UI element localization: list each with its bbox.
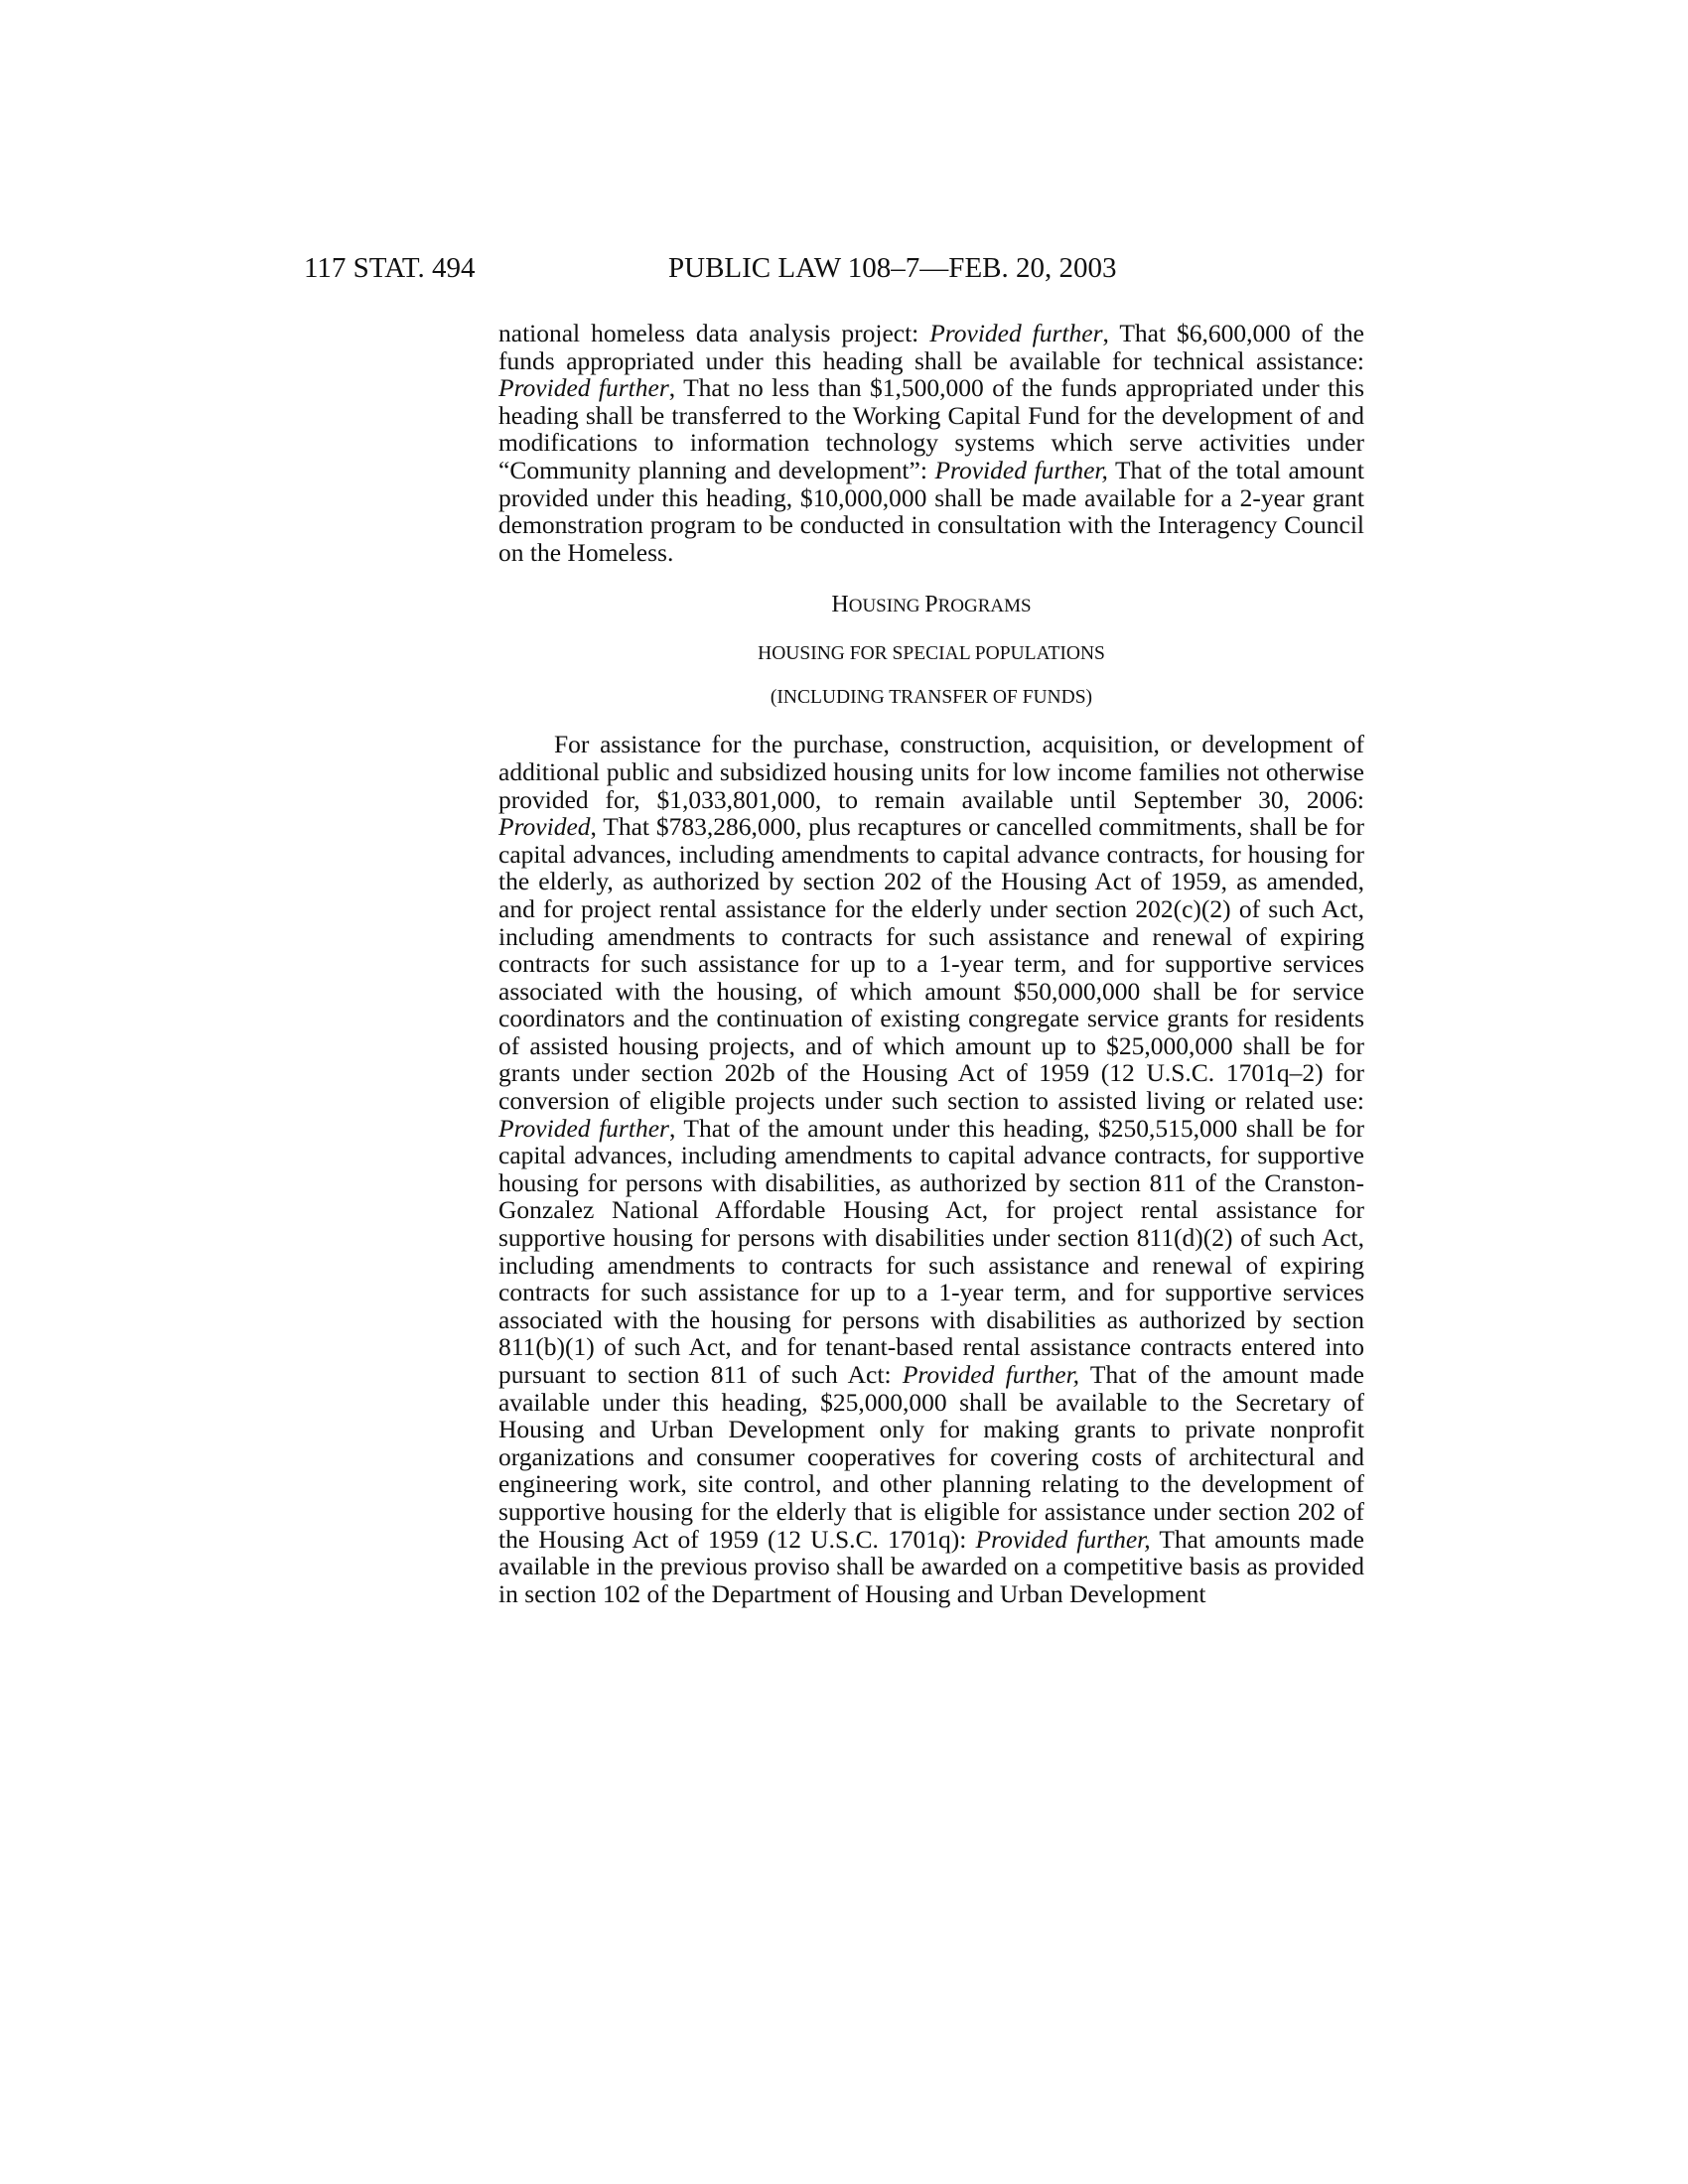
subheading-transfer-of-funds: (INCLUDING TRANSFER OF FUNDS) xyxy=(770,687,1093,709)
italic-proviso: Provided further, xyxy=(902,1360,1080,1389)
text-run: national homeless data analysis project: xyxy=(498,319,930,347)
page-header xyxy=(304,248,1366,288)
section-heading-housing-programs xyxy=(498,590,1364,621)
italic-proviso: Provided further xyxy=(498,373,669,403)
italic-proviso: Provided xyxy=(498,812,591,842)
body-text-column xyxy=(498,320,1364,1607)
italic-proviso: Provided further, xyxy=(934,455,1108,484)
text-run: , That of the amount under this heading, $250,515,000 shall be for capital advances, including amendments to capital advance contracts, for supportive housing for persons with disabilities, as authorized by section 811 of the Cranston-Gonzalez National Affordable Housing Act, for project rental assistance for supportive housing for persons with disabilities under section 811(d)(2) of such Act, including amendments to contracts for such assistance and renewal of expiring contracts for such assistance for up to a 1-year term, and for supportive services associated with the housing for persons with disabilities as authorized by section 811(b)(1) of such Act, and for tenant-based rental assistance contracts entered into pursuant to section 811 of such Act: xyxy=(498,1113,1364,1389)
text-run: , That $6,600,000 of the funds appropriated under this heading shall be available for technical assistance: xyxy=(498,319,1365,375)
italic-proviso: Provided further, xyxy=(975,1524,1151,1554)
heading-initial: H xyxy=(831,592,849,618)
statute-page-reference: 117 STAT. 494 xyxy=(304,252,476,284)
heading-initial: P xyxy=(924,592,938,618)
text-run: That of the total amount provided under this heading, $10,000,000 shall be made available for a 2-year grant demonstration program to be conducted in consultation with the Interagency Council on the Homeless. xyxy=(498,455,1364,567)
text-run: For assistance for the purchase, construction, acquisition, or development of additional public and subsidized housing units for low income families not otherwise provided for, $1,033,801,000, to remain available until September 30, 2006: xyxy=(498,730,1364,814)
subheading-special-populations: HOUSING FOR SPECIAL POPULATIONS xyxy=(758,643,1105,665)
text-run: That of the amount made available under this heading, $25,000,000 shall be available to the Secretary of Housing and Urban Development only for making grants to private nonprofit organizations and consumer cooperatives for covering costs of architectural and engineering work, site control, and other planning relating to the development of supportive housing for the elderly that is eligible for assistance under section 202 of the Housing Act of 1959 (12 U.S.C. 1701q): xyxy=(498,1360,1364,1554)
text-run: , That $783,286,000, plus recaptures or cancelled commitments, shall be for capital advances, including amendments to capital advance contracts, for housing for the elderly, as authorized by section 202 of the Housing Act of 1959, as amended, and for project rental assistance for the elderly under section 202(c)(2) of such Act, including amendments to contracts for such assistance and renewal of expiring contracts for such assistance for up to a 1-year term, and for supportive services associated with the housing, of which amount $50,000,000 shall be for service coordinators and the continuation of existing congregate service grants for residents of assisted housing projects, and of which amount up to $25,000,000 shall be for grants under section 202b of the Housing Act of 1959 (12 U.S.C. 1701q–2) for conversion of eligible projects under such section to assisted living or related use: xyxy=(498,812,1364,1116)
heading-small-caps: ROGRAMS xyxy=(937,596,1032,617)
text-run: That amounts made available in the previous proviso shall be awarded on a competitive basis as provided in section 102 of the Department of Housing and Urban Development xyxy=(498,1524,1364,1608)
text-run: , That no less than $1,500,000 of the funds appropriated under this heading shall be transferred to the Working Capital Fund for the development of and modifications to information technology systems which serve activities under “Community planning and development”: xyxy=(498,373,1365,484)
public-law-reference: PUBLIC LAW 108–7—FEB. 20, 2003 xyxy=(668,252,1117,284)
italic-proviso: Provided further xyxy=(929,319,1103,347)
italic-proviso: Provided further xyxy=(498,1113,669,1143)
appropriation-paragraph xyxy=(498,731,1364,1607)
continuation-paragraph xyxy=(498,320,1364,566)
heading-small-caps: OUSING xyxy=(848,596,925,617)
